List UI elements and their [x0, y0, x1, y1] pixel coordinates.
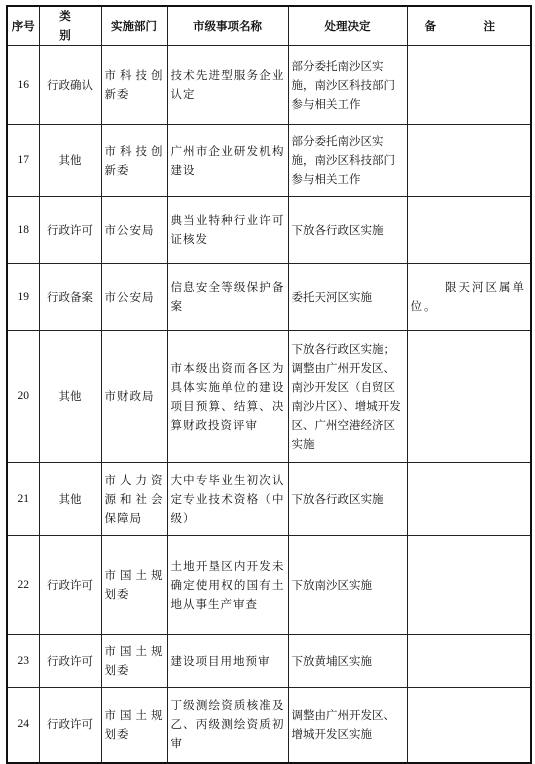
table-row — [7, 197, 531, 264]
table-row — [7, 688, 531, 763]
row-category: 其他 — [39, 125, 101, 197]
row-num: 17 — [7, 125, 39, 197]
row-item: 大中专毕业生初次认定专业技术资格（中级） — [167, 463, 288, 536]
row-decision: 下放各行政区实施 — [288, 463, 407, 536]
row-note — [407, 688, 531, 763]
row-item: 土地开垦区内开发未确定使用权的国有土地从事生产审查 — [167, 536, 288, 635]
row-num: 19 — [7, 264, 39, 331]
row-dept: 市科技创新委 — [101, 125, 167, 197]
row-dept: 市公安局 — [101, 264, 167, 331]
row-note — [407, 46, 531, 125]
row-dept: 市公安局 — [101, 197, 167, 264]
row-item: 典当业特种行业许可证核发 — [167, 197, 288, 264]
row-note — [407, 125, 531, 197]
row-num: 18 — [7, 197, 39, 264]
row-dept: 市财政局 — [101, 331, 167, 463]
row-note — [407, 635, 531, 688]
row-category: 行政许可 — [39, 197, 101, 264]
row-decision: 部分委托南沙区实施，南沙区科技部门参与相关工作 — [288, 46, 407, 125]
header-num: 序号 — [7, 6, 39, 46]
row-decision: 下放各行政区实施；调整由广州开发区、南沙开发区（自贸区南沙片区）、增城开发区、广州空港经济区实施 — [288, 331, 407, 463]
row-category: 行政许可 — [39, 635, 101, 688]
row-dept: 市科技创新委 — [101, 46, 167, 125]
row-decision: 委托天河区实施 — [288, 264, 407, 331]
table-row — [7, 463, 531, 536]
header-row — [7, 6, 531, 46]
row-note — [407, 536, 531, 635]
row-decision: 部分委托南沙区实施，南沙区科技部门参与相关工作 — [288, 125, 407, 197]
row-num: 20 — [7, 331, 39, 463]
table-row — [7, 536, 531, 635]
row-item: 信息安全等级保护备案 — [167, 264, 288, 331]
row-num: 21 — [7, 463, 39, 536]
row-category: 行政许可 — [39, 688, 101, 763]
row-decision: 下放各行政区实施 — [288, 197, 407, 264]
row-item: 市本级出资而各区为具体实施单位的建设项目预算、结算、决算财政投资评审 — [167, 331, 288, 463]
row-item: 建设项目用地预审 — [167, 635, 288, 688]
row-num: 22 — [7, 536, 39, 635]
matters-table — [6, 5, 532, 764]
header-category: 类 别 — [39, 6, 101, 46]
header-dept: 实施部门 — [101, 6, 167, 46]
table-row — [7, 264, 531, 331]
header-item: 市级事项名称 — [167, 6, 288, 46]
row-note — [407, 463, 531, 536]
row-dept: 市人力资源和社会保障局 — [101, 463, 167, 536]
table-row — [7, 46, 531, 125]
row-num: 16 — [7, 46, 39, 125]
row-category: 其他 — [39, 331, 101, 463]
header-note: 备 注 — [407, 6, 531, 46]
row-note — [407, 197, 531, 264]
row-item: 丁级测绘资质核准及乙、丙级测绘资质初审 — [167, 688, 288, 763]
table-row — [7, 125, 531, 197]
row-category: 其他 — [39, 463, 101, 536]
row-num: 23 — [7, 635, 39, 688]
row-num: 24 — [7, 688, 39, 763]
row-note: 限天河区属单位。 — [407, 264, 531, 331]
row-item: 广州市企业研发机构建设 — [167, 125, 288, 197]
row-item: 技术先进型服务企业认定 — [167, 46, 288, 125]
row-dept: 市国土规划委 — [101, 635, 167, 688]
row-category: 行政确认 — [39, 46, 101, 125]
row-decision: 下放南沙区实施 — [288, 536, 407, 635]
row-dept: 市国土规划委 — [101, 536, 167, 635]
row-decision: 下放黄埔区实施 — [288, 635, 407, 688]
header-decision: 处理决定 — [288, 6, 407, 46]
row-category: 行政许可 — [39, 536, 101, 635]
row-dept: 市国土规划委 — [101, 688, 167, 763]
table-row — [7, 331, 531, 463]
row-decision: 调整由广州开发区、增城开发区实施 — [288, 688, 407, 763]
row-category: 行政备案 — [39, 264, 101, 331]
table-row — [7, 635, 531, 688]
row-note — [407, 331, 531, 463]
